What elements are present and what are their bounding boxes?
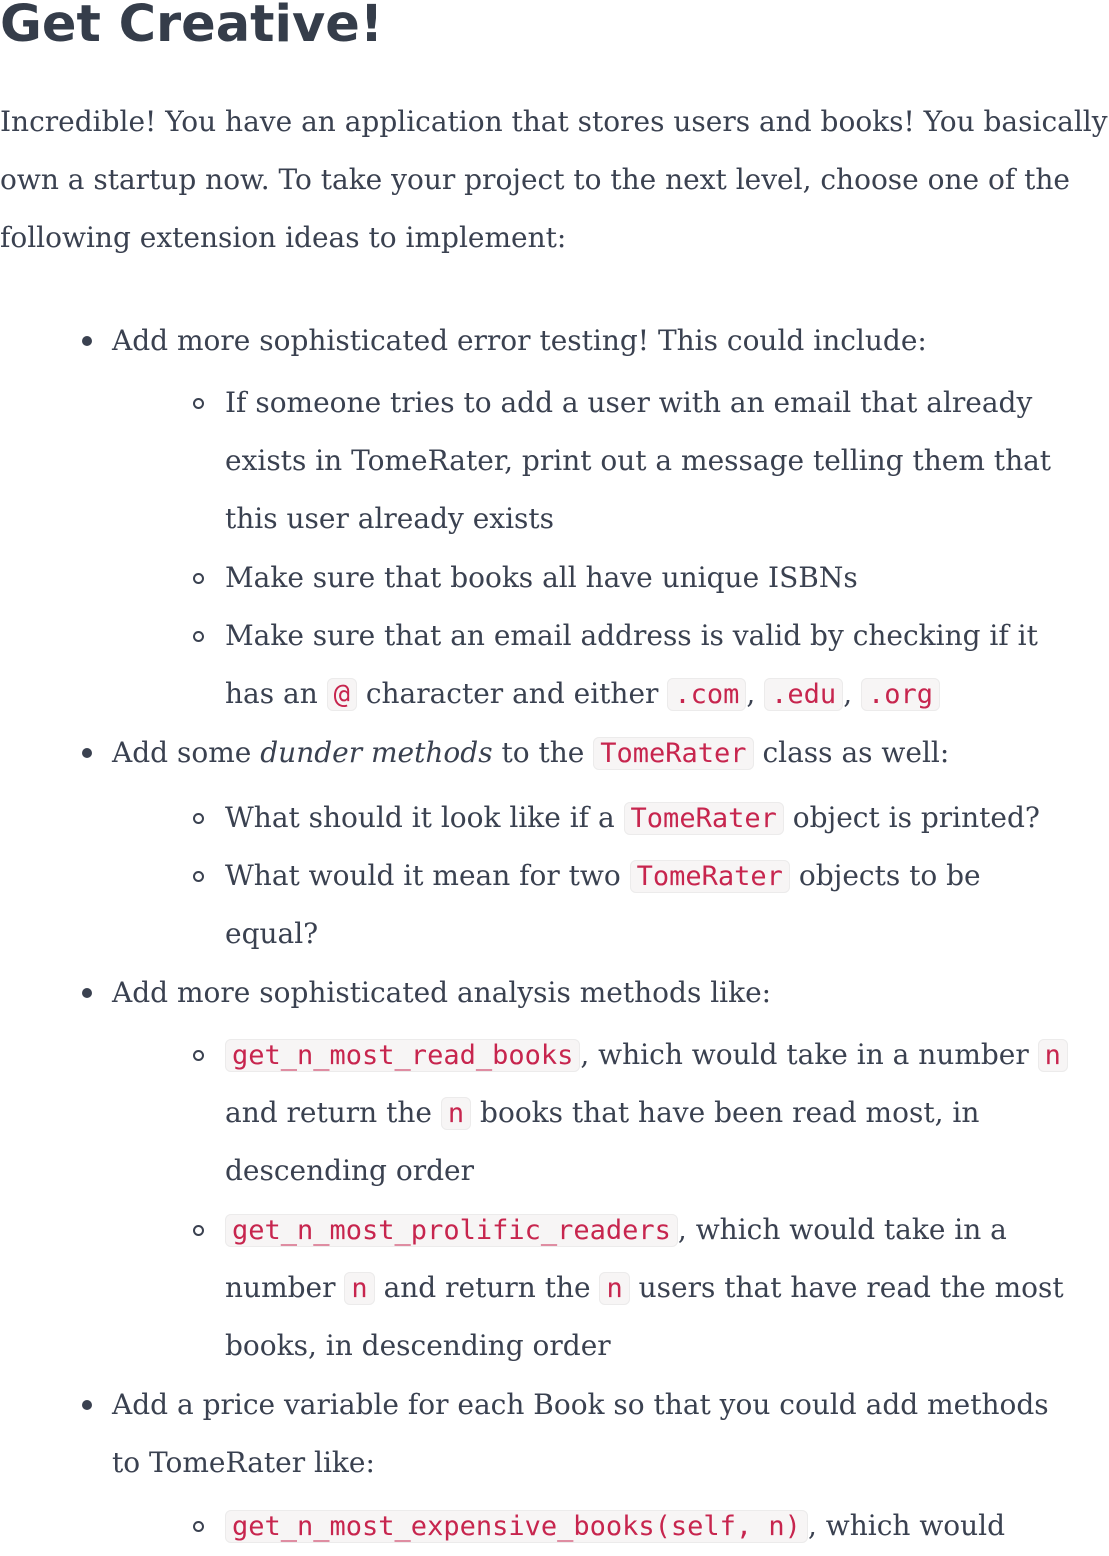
sub-item-most-expensive — [225, 1497, 1005, 1556]
sub-item-valid-email-line1: Make sure that an email address is valid by checking if it — [225, 619, 1038, 652]
sub-bullet-icon — [193, 1225, 204, 1236]
sub-item-printed — [225, 789, 1040, 848]
bullet-icon — [82, 748, 92, 758]
list-item-error-testing: Add more sophisticated error testing! This could include: — [112, 324, 927, 357]
text-fragment: , which would take in a — [677, 1213, 1007, 1246]
code-get-n-most-expensive-books: get_n_most_expensive_books(self, n) — [225, 1510, 808, 1543]
code-n: n — [441, 1097, 471, 1130]
text-fragment: objects to be — [798, 859, 981, 892]
bullet-icon — [82, 988, 92, 998]
text-fragment: has an — [225, 677, 318, 710]
code-n: n — [599, 1272, 629, 1305]
code-n: n — [1038, 1039, 1068, 1072]
sub-item-duplicate-email-line1: If someone tries to add a user with an email that already — [225, 386, 1033, 419]
text-fragment: users that have read the most — [638, 1271, 1064, 1304]
text-fragment: What should it look like if a — [225, 801, 615, 834]
sub-item-prolific-line1 — [225, 1201, 1007, 1260]
code-get-n-most-read-books: get_n_most_read_books — [225, 1039, 580, 1072]
code-tomerater: TomeRater — [593, 737, 753, 770]
list-item-price-line2: to TomeRater like: — [112, 1446, 375, 1479]
text-fragment: and return the — [225, 1096, 432, 1129]
code-tomerater: TomeRater — [624, 802, 784, 835]
sub-bullet-icon — [193, 573, 204, 584]
code-at: @ — [327, 678, 357, 711]
sub-bullet-icon — [193, 1521, 204, 1532]
sub-item-unique-isbn: Make sure that books all have unique ISBNs — [225, 561, 858, 594]
sub-item-most-read-line1 — [225, 1026, 1068, 1085]
text-fragment: What would it mean for two — [225, 859, 621, 892]
code-org: .org — [861, 678, 940, 711]
text-fragment: Add some — [112, 736, 252, 769]
sub-bullet-icon — [193, 631, 204, 642]
text-fragment: number — [225, 1271, 336, 1304]
text-fragment: class as well: — [762, 736, 950, 769]
text-fragment: , which would take in a number — [580, 1038, 1029, 1071]
text-fragment: and return the — [383, 1271, 591, 1304]
bullet-icon — [82, 1400, 92, 1410]
code-edu: .edu — [764, 678, 843, 711]
emphasis-dunder: dunder methods — [260, 736, 493, 769]
code-com: .com — [667, 678, 746, 711]
separator: , — [746, 677, 756, 710]
code-get-n-most-prolific-readers: get_n_most_prolific_readers — [225, 1214, 678, 1247]
sub-bullet-icon — [193, 1050, 204, 1061]
sub-item-duplicate-email-line3: this user already exists — [225, 502, 555, 535]
sub-bullet-icon — [193, 813, 204, 824]
text-fragment: to the — [501, 736, 585, 769]
sub-item-most-read-line3: descending order — [225, 1154, 475, 1187]
sub-item-equal-line1 — [225, 847, 981, 906]
sub-bullet-icon — [193, 398, 204, 409]
list-item-dunder-methods — [112, 724, 949, 783]
code-tomerater: TomeRater — [630, 860, 790, 893]
text-fragment: character and either — [365, 677, 659, 710]
sub-item-prolific-line2 — [225, 1259, 1064, 1318]
text-fragment: books that have been read most, in — [480, 1096, 980, 1129]
sub-item-duplicate-email-line2: exists in TomeRater, print out a message telling them that — [225, 444, 1052, 477]
sub-item-equal-line2: equal? — [225, 917, 319, 950]
intro-paragraph: Incredible! You have an application that stores users and books! You basically own a startup now. To take your project to the next level, choose one of the following extension ideas to implement: — [0, 105, 1108, 254]
sub-item-most-read-line2 — [225, 1084, 979, 1143]
separator: , — [843, 677, 853, 710]
list-item-price-line1: Add a price variable for each Book so that you could add methods — [112, 1388, 1049, 1421]
page-title: Get Creative! — [0, 0, 384, 54]
list-item-analysis: Add more sophisticated analysis methods like: — [112, 976, 772, 1009]
sub-item-valid-email-line2 — [225, 665, 940, 724]
text-fragment: , which would — [807, 1509, 1006, 1542]
sub-item-prolific-line3: books, in descending order — [225, 1329, 611, 1362]
bullet-icon — [82, 336, 92, 346]
text-fragment: object is printed? — [792, 801, 1040, 834]
sub-bullet-icon — [193, 871, 204, 882]
code-n: n — [344, 1272, 374, 1305]
